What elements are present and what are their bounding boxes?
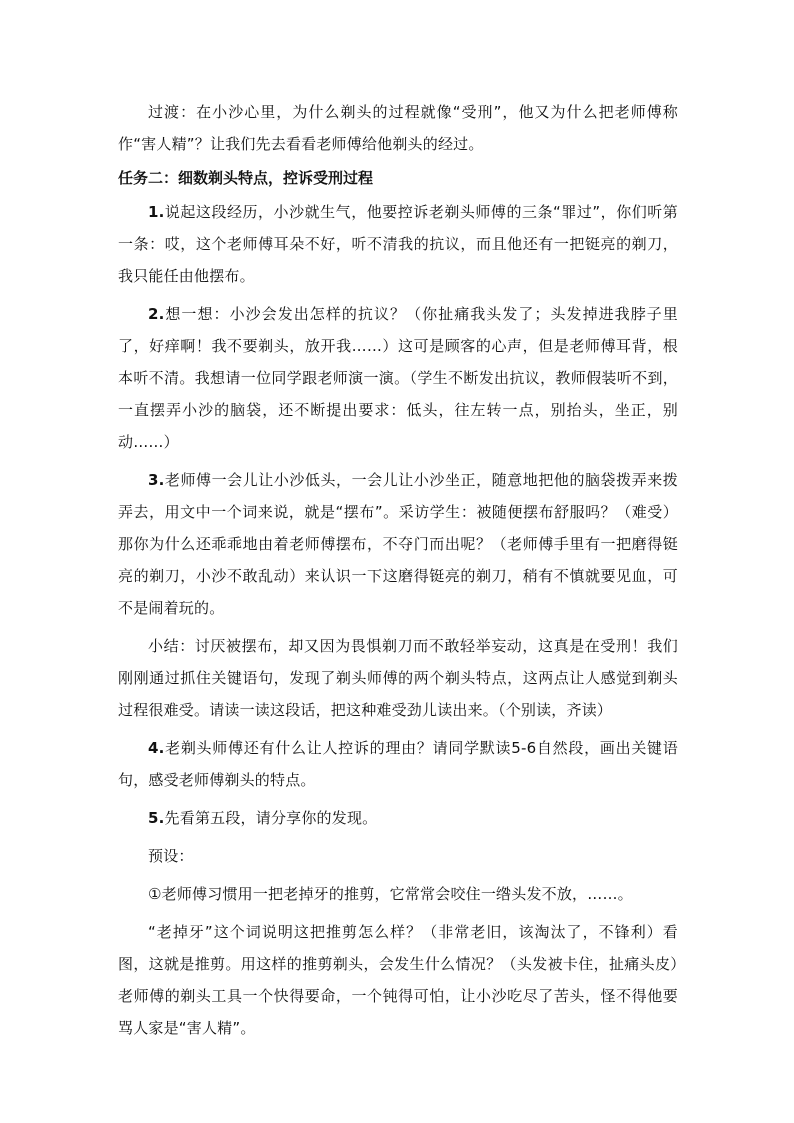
summary-text: 小结：讨厌被摆布，却又因为畏惧剃刀而不敢轻举妄动，这真是在受刑！我们刚刚通过抓住关键语句，发现了剃头师傅的两个剃头特点，这两点让人感觉到剃头过程很难受。请读一读这段话，把这种难受劲儿读出来。（个别读，齐读） (118, 637, 678, 719)
step-1-number: 1. (148, 203, 165, 221)
analysis-paragraph (118, 916, 678, 1044)
step-2-paragraph (118, 298, 678, 458)
step-3-text: 老师傅一会儿让小沙低头，一会儿让小沙坐正，随意地把他的脑袋拨弄来拨弄去，用文中一个词来说，就是“摆布”。采访学生：被随便摆布舒服吗？（难受）那你为什么还乖乖地由着老师傅摆布，不夺门而出呢？（老师傅手里有一把磨得铤亮的剃刀，小沙不敢乱动）来认识一下这磨得铤亮的剃刀，稍有不慎就要见血，可不是闹着玩的。 (118, 471, 678, 617)
step-2-number: 2. (148, 305, 165, 323)
step-1-text: 说起这段经历，小沙就生气，他要控诉老剃头师傅的三条“罪过”，你们听第一条：哎，这个老师傅耳朵不好，听不清我的抗议，而且他还有一把铤亮的剃刀，我只能任由他摆布。 (118, 203, 678, 285)
transition-paragraph (118, 96, 678, 160)
step-2-text: 想一想：小沙会发出怎样的抗议？（你扯痛我头发了；头发掉进我脖子里了，好痒啊！我不要剃头，放开我……）这可是顾客的心声，但是老师傅耳背，根本听不清。我想请一位同学跟老师演一演。（学生不断发出抗议，教师假装听不到，一直摆弄小沙的脑袋，还不断提出要求：低头，往左转一点，别抬头，坐正，别动……） (118, 305, 678, 451)
transition-text: 过渡：在小沙心里，为什么剃头的过程就像“受刑”，他又为什么把老师傅称作“害人精”？让我们先去看看老师傅给他剃头的经过。 (118, 103, 678, 153)
analysis-text: “老掉牙”这个词说明这把推剪怎么样？（非常老旧，该淘汰了，不锋利）看图，这就是推剪。用这样的推剪剃头，会发生什么情况？（头发被卡住，扯痛头皮）老师傅的剃头工具一个快得要命，一个钝得可怕，让小沙吃尽了苦头，怪不得他要骂人家是“害人精”。 (118, 923, 678, 1037)
step-4-paragraph (118, 732, 678, 796)
task-heading: 任务二：细数剃头特点，控诉受刑过程 (118, 169, 374, 187)
step-5-paragraph (118, 802, 678, 834)
step-3-number: 3. (148, 471, 165, 489)
step-4-number: 4. (148, 739, 165, 757)
step-5-number: 5. (148, 809, 165, 827)
step-4-text: 老剃头师傅还有什么让人控诉的理由？请同学默读5-6自然段，画出关键语句，感受老师傅剃头的特点。 (118, 739, 678, 789)
step-1-paragraph (118, 196, 678, 292)
step-5-text: 先看第五段，请分享你的发现。 (164, 809, 378, 827)
preset-text: 预设： (148, 847, 194, 865)
preset-item-1-text: ①老师傅习惯用一把老掉牙的推剪，它常常会咬住一绺头发不放，……。 (148, 885, 633, 903)
summary-paragraph (118, 630, 678, 726)
preset-item-1 (118, 878, 678, 910)
step-3-paragraph (118, 464, 678, 624)
document-body (118, 96, 678, 1044)
preset-label (118, 840, 678, 872)
